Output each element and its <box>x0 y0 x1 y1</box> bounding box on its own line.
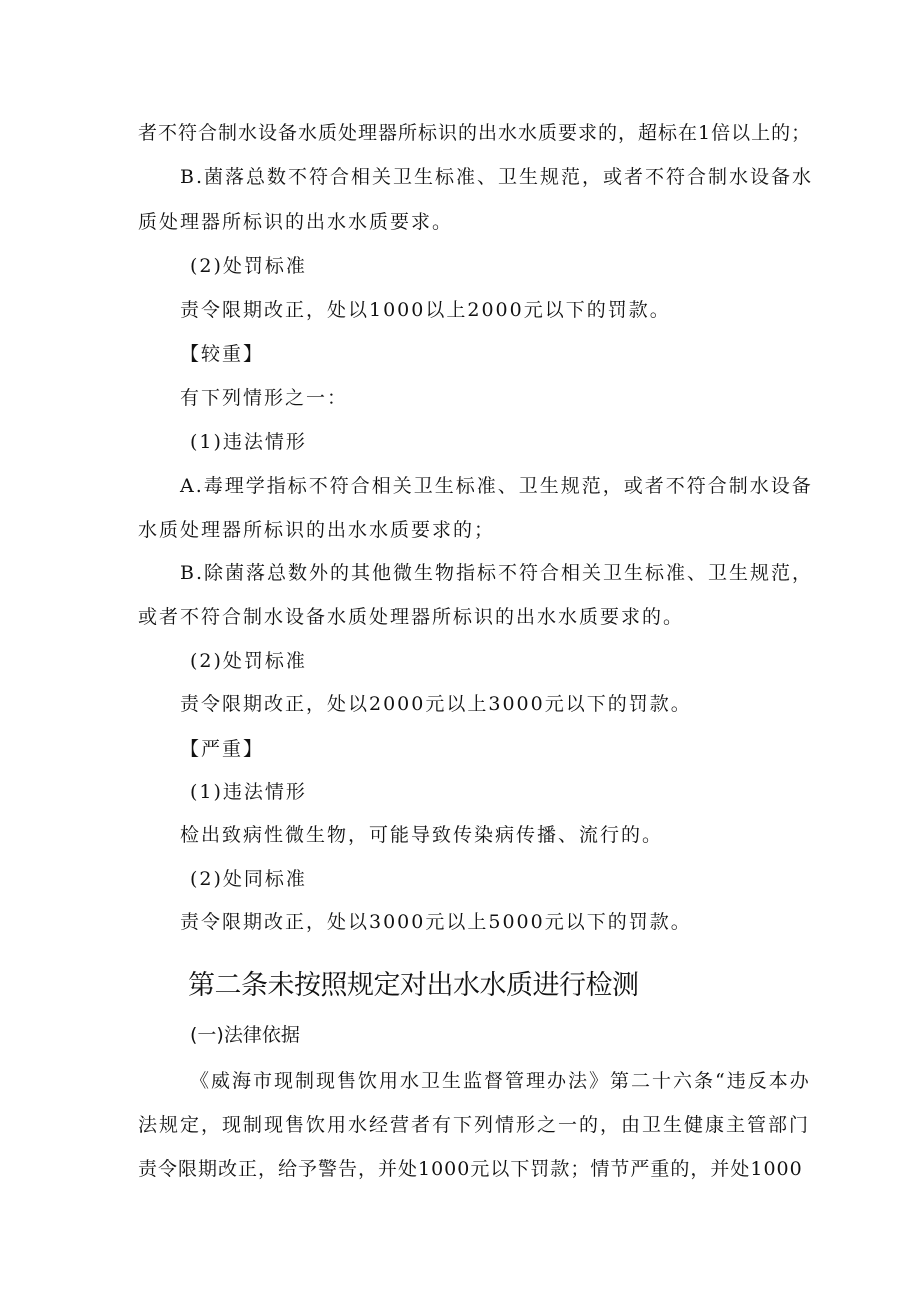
list-item-label: (2)处罚标准 <box>190 650 307 672</box>
paragraph-line: 水质处理器所标识的出水水质要求的； <box>138 519 496 541</box>
paragraph-line: A.毒理学指标不符合相关卫生标准、卫生规范，或者不符合制水设备 <box>180 475 813 497</box>
paragraph-line: B.菌落总数不符合相关卫生标准、卫生规范，或者不符合制水设备水 <box>180 166 814 188</box>
article-heading: 第二条未按照规定对出水水质进行检测 <box>188 970 639 1001</box>
severity-label: 【严重】 <box>180 738 265 760</box>
severity-label: 【较重】 <box>180 343 265 365</box>
paragraph-line: 者不符合制水设备水质处理器所标识的出水水质要求的，超标在1倍以上的； <box>138 122 812 144</box>
paragraph-line: B.除菌落总数外的其他微生物指标不符合相关卫生标准、卫生规范， <box>180 562 814 584</box>
paragraph-line: 有下列情形之一： <box>180 387 349 409</box>
list-item-label: (1)违法情形 <box>190 781 307 803</box>
paragraph-line: 责令限期改正，处以1000以上2000元以下的罚款。 <box>180 299 671 321</box>
list-item-label: (2)处同标准 <box>190 868 307 890</box>
legal-text-line: 《威海市现制现售饮用水卫生监督管理办法》第二十六条“违反本办 <box>190 1070 811 1092</box>
paragraph-line: 检出致病性微生物，可能导致传染病传播、流行的。 <box>180 824 664 846</box>
paragraph-line: 责令限期改正，处以2000元以上3000元以下的罚款。 <box>180 693 692 715</box>
legal-text-line: 法规定，现制现售饮用水经营者有下列情形之一的，由卫生健康主管部门 <box>138 1114 811 1136</box>
paragraph-line: 质处理器所标识的出水水质要求。 <box>138 211 454 233</box>
list-item-label: (2)处罚标准 <box>190 255 307 277</box>
paragraph-line: 或者不符合制水设备水质处理器所标识的出水水质要求的。 <box>138 606 685 628</box>
paragraph-line: 责令限期改正，处以3000元以上5000元以下的罚款。 <box>180 911 692 933</box>
list-item-label: (1)违法情形 <box>190 431 307 453</box>
legal-text-line: 责令限期改正，给予警告，并处1000元以下罚款；情节严重的，并处1000 <box>138 1158 803 1180</box>
section-heading: (一)法律依据 <box>190 1024 300 1046</box>
